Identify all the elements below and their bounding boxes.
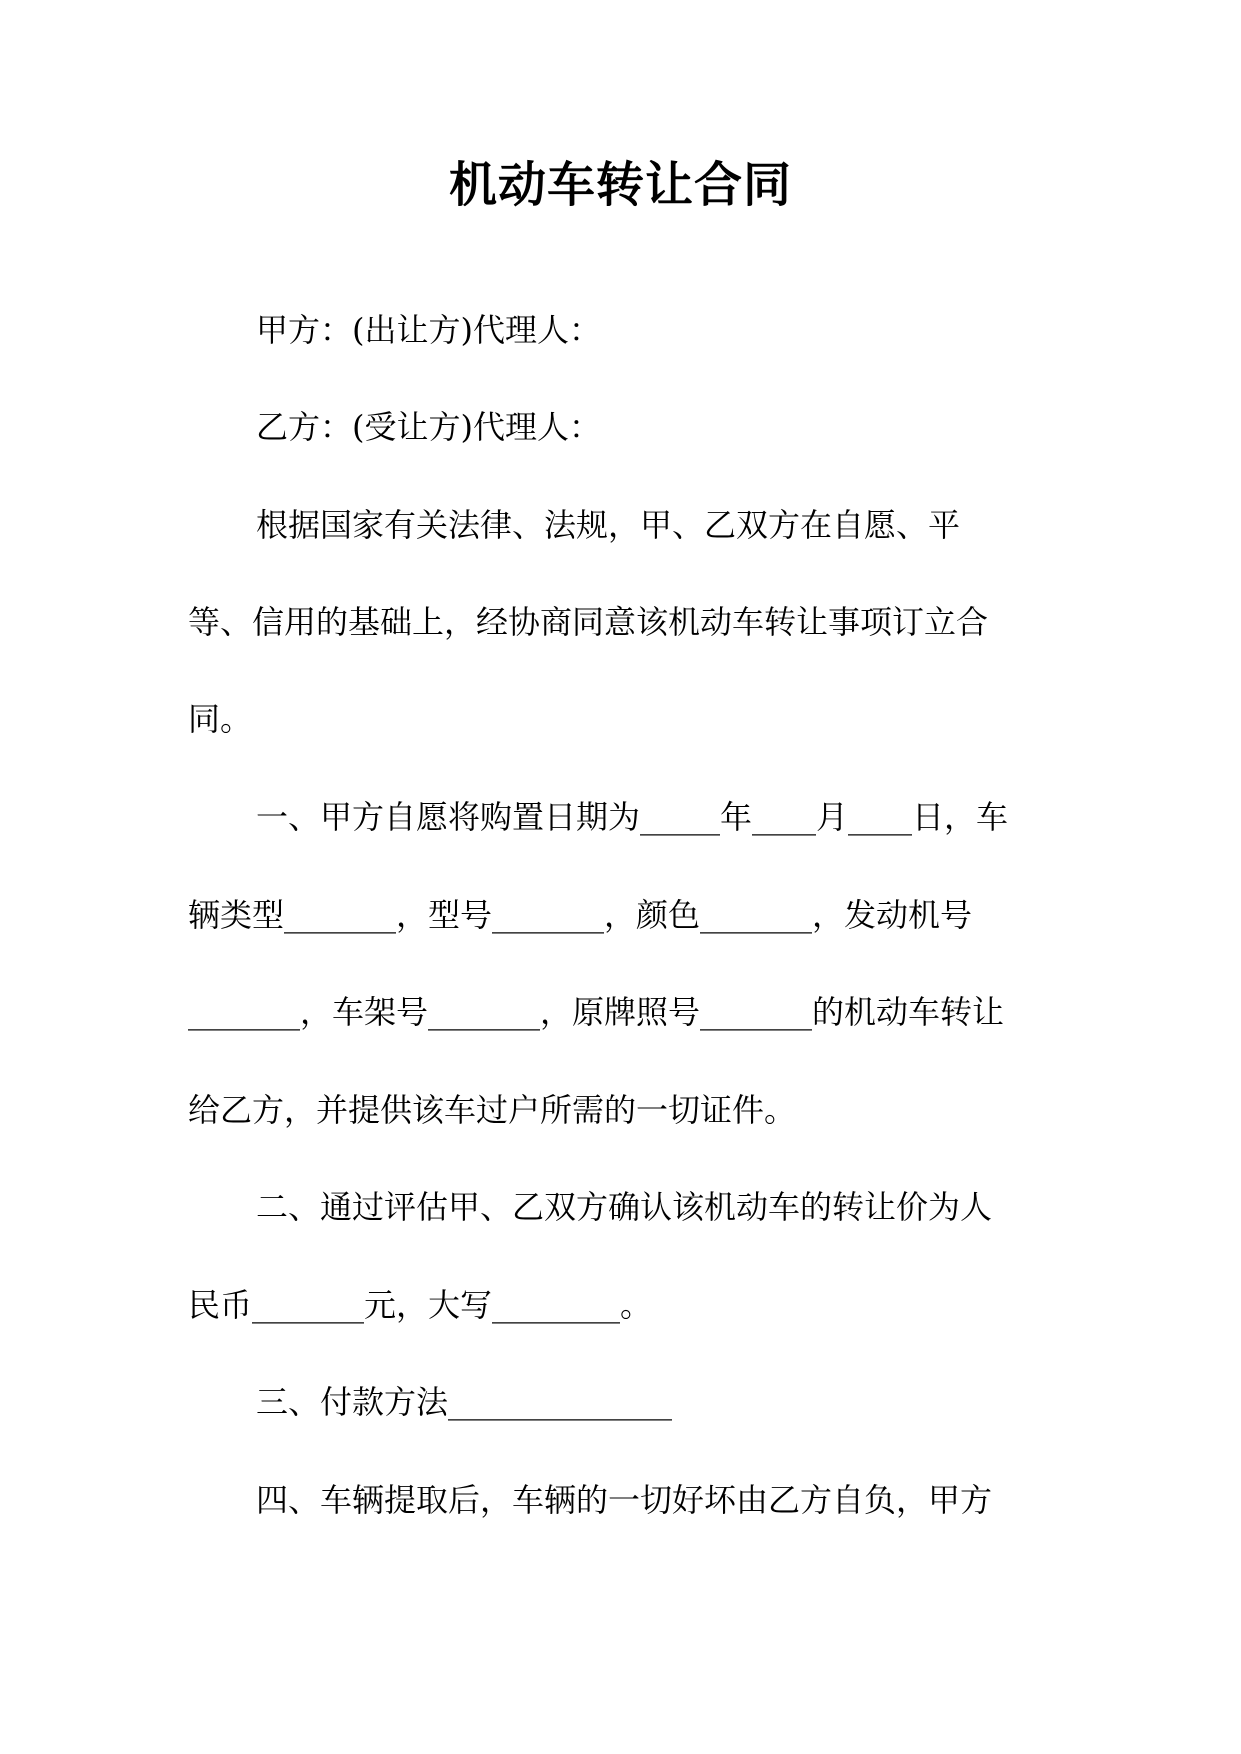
party-b-line: 乙方：(受让方)代理人：: [256, 408, 601, 446]
preamble-line-2: 等、信用的基础上，经协商同意该机动车转让事项订立合: [188, 603, 989, 641]
preamble-line-3: 同。: [188, 700, 253, 738]
clause-4-line-1: 四、车辆提取后，车辆的一切好坏由乙方自负，甲方: [256, 1481, 993, 1519]
clause-1-line-3: _______，车架号_______，原牌照号_______的机动车转让: [188, 993, 1005, 1031]
document-title: 机动车转让合同: [448, 157, 792, 213]
clause-3-line-1: 三、付款方法______________: [256, 1383, 673, 1421]
preamble-line-1: 根据国家有关法律、法规，甲、乙双方在自愿、平: [256, 506, 961, 544]
party-a-line: 甲方：(出让方)代理人：: [256, 311, 601, 349]
clause-2-line-1: 二、通过评估甲、乙双方确认该机动车的转让价为人: [256, 1188, 993, 1226]
clause-2-line-2: 民币_______元，大写________。: [188, 1286, 653, 1324]
clause-1-line-4: 给乙方，并提供该车过户所需的一切证件。: [188, 1091, 797, 1129]
clause-1-line-2: 辆类型_______，型号_______，颜色_______，发动机号: [188, 896, 973, 934]
clause-1-line-1: 一、甲方自愿将购置日期为_____年____月____日，车: [256, 798, 1009, 836]
